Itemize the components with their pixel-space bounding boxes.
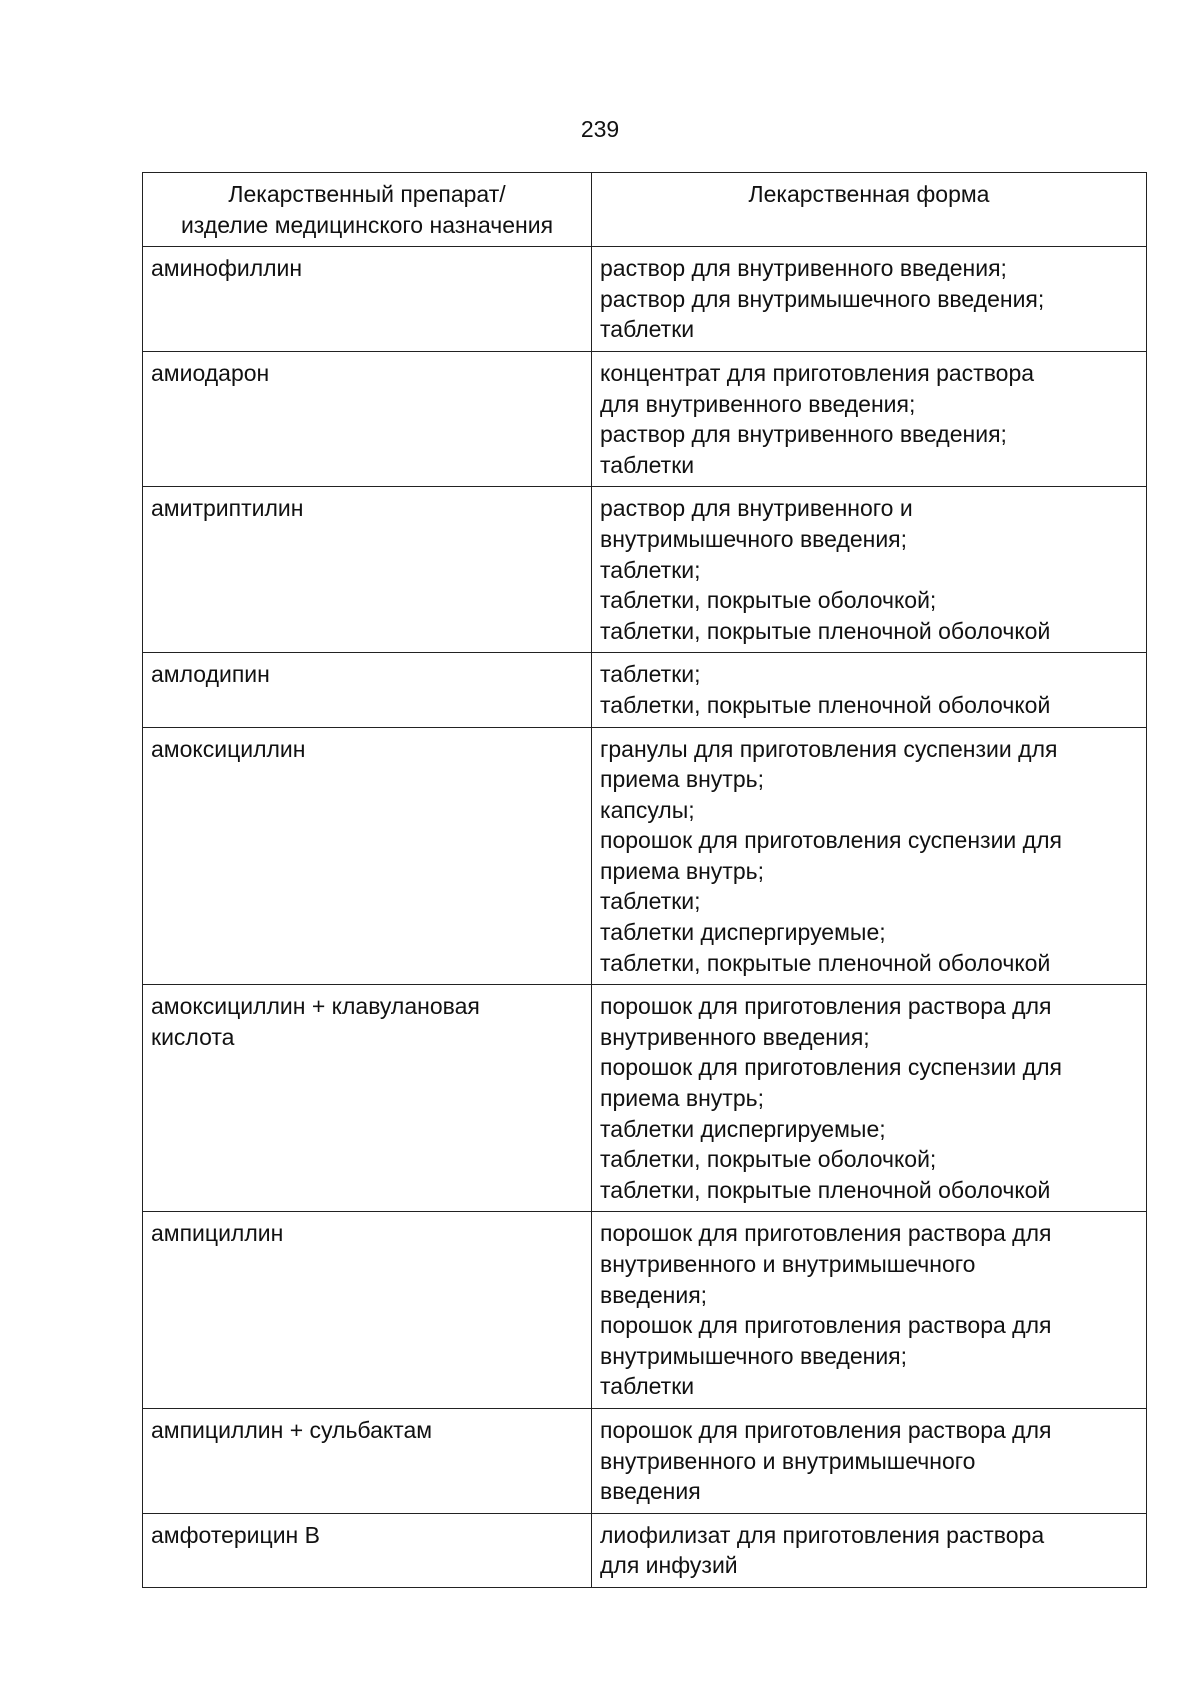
table-row (143, 727, 1147, 985)
form-line: таблетки, покрытые оболочкой; (600, 587, 937, 614)
form-line: таблетки, покрытые пленочной оболочкой (600, 949, 1051, 976)
form-line: таблетки, покрытые оболочкой; (600, 1146, 937, 1173)
form-line: внутривенного введения; (600, 1023, 870, 1050)
form-line: приема внутрь; (600, 857, 764, 884)
form-line: таблетки, покрытые пленочной оболочкой (600, 617, 1051, 644)
header-form (592, 173, 1147, 247)
form-line: капсулы; (600, 796, 695, 823)
drug-name: амоксициллин + клавулановая (151, 993, 480, 1020)
drug-name: амфотерицин В (151, 1521, 320, 1548)
header-drug-line: изделие медицинского назначения (180, 211, 554, 238)
form-line: раствор для внутривенного введения; (600, 421, 1007, 448)
form-cell (592, 487, 1147, 653)
drug-name: амиодарон (151, 359, 270, 386)
form-line: гранулы для приготовления суспензии для (600, 735, 1058, 762)
drug-cell (143, 487, 592, 653)
drug-cell (143, 985, 592, 1212)
form-line: для инфузий (600, 1552, 738, 1579)
form-line: внутримышечного введения; (600, 1342, 908, 1369)
form-line: порошок для приготовления раствора для (600, 1220, 1052, 1247)
form-line: порошок для приготовления суспензии для (600, 1054, 1062, 1081)
drug-name: ампициллин (151, 1220, 284, 1247)
form-line: таблетки, покрытые пленочной оболочкой (600, 691, 1051, 718)
form-line: порошок для приготовления раствора для (600, 993, 1052, 1020)
form-line: таблетки диспергируемые; (600, 1115, 886, 1142)
form-line: приема внутрь; (600, 1085, 764, 1112)
form-line: введения; (600, 1281, 708, 1308)
table-row (143, 985, 1147, 1212)
form-cell (592, 1408, 1147, 1513)
form-line: введения (600, 1478, 701, 1505)
form-line: раствор для внутривенного и (600, 495, 913, 522)
form-line: таблетки (600, 316, 695, 343)
form-line: приема внутрь; (600, 766, 764, 793)
form-line: для внутривенного введения; (600, 390, 916, 417)
drug-name: амоксициллин (151, 735, 306, 762)
form-cell (592, 351, 1147, 486)
drug-name: амитриптилин (151, 495, 304, 522)
form-line: таблетки; (600, 661, 701, 688)
form-line: раствор для внутривенного введения; (600, 255, 1007, 282)
form-line: таблетки диспергируемые; (600, 919, 886, 946)
page-number: 239 (580, 116, 620, 142)
header-drug-line: Лекарственный препарат/ (228, 181, 506, 207)
form-line: внутримышечного введения; (600, 525, 908, 552)
drug-cell (143, 727, 592, 985)
form-line: таблетки; (600, 888, 701, 915)
form-cell (592, 985, 1147, 1212)
drug-cell (143, 653, 592, 727)
table-row (143, 487, 1147, 653)
form-line: таблетки, покрытые пленочной оболочкой (600, 1176, 1051, 1203)
form-cell (592, 1212, 1147, 1409)
form-line: таблетки (600, 1373, 695, 1400)
form-cell (592, 247, 1147, 352)
form-line: лиофилизат для приготовления раствора (600, 1521, 1045, 1548)
table-header-row (143, 173, 1147, 247)
form-line: таблетки (600, 451, 695, 478)
table-row (143, 653, 1147, 727)
form-cell (592, 653, 1147, 727)
drug-cell (143, 247, 592, 352)
drug-name: аминофиллин (151, 255, 303, 282)
form-line: внутривенного и внутримышечного (600, 1251, 976, 1277)
form-line: раствор для внутримышечного введения; (600, 285, 1045, 312)
drug-cell (143, 351, 592, 486)
form-line: внутривенного и внутримышечного (600, 1447, 976, 1474)
form-line: концентрат для приготовления раствора (600, 359, 1035, 386)
drug-cell (143, 1513, 592, 1587)
drug-name: амлодипин (151, 661, 270, 688)
table-row (143, 247, 1147, 352)
medication-table (142, 172, 1147, 1588)
form-line: таблетки; (600, 556, 701, 583)
form-line: порошок для приготовления суспензии для (600, 827, 1062, 854)
drug-name: ампициллин + сульбактам (151, 1416, 433, 1443)
form-line: порошок для приготовления раствора для (600, 1312, 1052, 1339)
drug-name: кислота (151, 1023, 235, 1050)
form-line: порошок для приготовления раствора для (600, 1416, 1052, 1443)
table-row (143, 351, 1147, 486)
drug-cell (143, 1212, 592, 1409)
header-form-line: Лекарственная форма (748, 181, 990, 207)
drug-cell (143, 1408, 592, 1513)
table-row (143, 1513, 1147, 1587)
form-cell (592, 727, 1147, 985)
header-drug (143, 173, 592, 247)
table-row (143, 1212, 1147, 1409)
table-row (143, 1408, 1147, 1513)
form-cell (592, 1513, 1147, 1587)
